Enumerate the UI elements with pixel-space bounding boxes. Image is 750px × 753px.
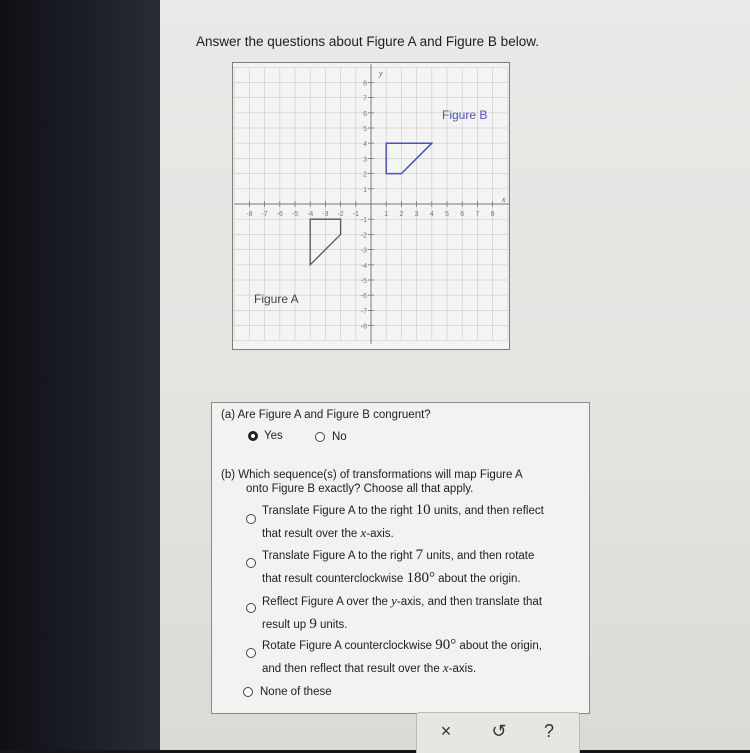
x-tick-label: -4 — [307, 211, 314, 218]
x-tick-label: 5 — [445, 211, 449, 218]
y-tick-label: 3 — [363, 156, 367, 164]
y-tick-label: -5 — [360, 278, 367, 285]
y-tick-label: 4 — [363, 141, 367, 149]
y-tick-label: 2 — [363, 171, 367, 179]
y-tick-label: 5 — [363, 126, 367, 133]
y-tick-label: 7 — [363, 95, 367, 103]
x-tick-label: 4 — [429, 211, 434, 218]
choice-3-text: Reflect Figure A over the y-axis, and then translate that result up 9 units. — [262, 593, 543, 632]
instruction-text: Answer the questions about Figure A and Figure B below. — [196, 34, 539, 49]
x-tick-label: -8 — [246, 211, 253, 218]
choice-2-checkbox[interactable] — [246, 558, 256, 568]
y-tick-label: 1 — [363, 186, 367, 194]
y-tick-label: 8 — [363, 80, 367, 88]
yes-radio[interactable] — [248, 431, 258, 441]
y-tick-label: -6 — [360, 293, 367, 301]
graph-svg — [233, 63, 509, 349]
none-of-these-label: None of these — [260, 686, 332, 698]
x-tick-label: 8 — [490, 211, 495, 218]
x-tick-label: 1 — [384, 211, 389, 218]
x-tick-label: -2 — [337, 211, 344, 218]
figure-b-label: Figure B — [442, 108, 488, 122]
x-tick-label: -6 — [276, 211, 283, 218]
x-tick-label: 3 — [414, 211, 419, 218]
dark-background — [0, 0, 160, 750]
y-tick-label: -3 — [360, 247, 367, 255]
y-tick-label: -4 — [360, 262, 367, 270]
choice-3-checkbox[interactable] — [246, 603, 256, 613]
question-b-prompt-line2: onto Figure B exactly? Choose all that apply. — [246, 483, 474, 495]
question-b-prompt-line1: (b) Which sequence(s) of transformations will map Figure A — [221, 469, 523, 481]
y-axis-label: y — [379, 69, 383, 78]
none-of-these-checkbox[interactable] — [243, 687, 253, 697]
answer-toolbar — [416, 712, 580, 753]
x-tick-label: -1 — [352, 211, 359, 218]
x-tick-label: 2 — [399, 211, 404, 218]
no-radio[interactable] — [315, 432, 325, 442]
coordinate-graph — [232, 62, 510, 350]
y-tick-label: -2 — [360, 232, 367, 240]
close-icon[interactable]: × — [440, 721, 452, 741]
y-tick-label: -8 — [360, 323, 367, 331]
y-tick-label: -7 — [360, 308, 367, 316]
choice-4-checkbox[interactable] — [246, 648, 256, 658]
x-tick-label: -7 — [261, 211, 268, 218]
figure-a-label: Figure A — [254, 292, 299, 306]
choice-1-text: Translate Figure A to the right 10 units, and then reflect that result over the x-axis. — [262, 502, 544, 540]
choice-2-text: Translate Figure A to the right 7 units, and then rotate that result counterclockwise 180° about the origin. — [262, 547, 535, 586]
no-label: No — [332, 431, 347, 443]
choice-4-text: Rotate Figure A counterclockwise 90° about the origin, and then reflect that result over the x-axis. — [262, 637, 542, 675]
x-tick-label: 6 — [460, 211, 465, 218]
question-a-prompt: (a) Are Figure A and Figure B congruent? — [221, 409, 431, 421]
x-axis-label: x — [502, 195, 506, 204]
help-icon[interactable]: ? — [543, 721, 554, 741]
x-tick-label: -5 — [291, 211, 299, 218]
choice-1-checkbox[interactable] — [246, 514, 256, 524]
y-tick-label: -1 — [360, 217, 367, 225]
undo-icon[interactable]: ↺ — [491, 721, 507, 741]
y-tick-label: 6 — [363, 110, 367, 118]
x-tick-label: -3 — [322, 211, 329, 218]
yes-label: Yes — [264, 430, 283, 442]
x-tick-label: 7 — [475, 211, 480, 218]
